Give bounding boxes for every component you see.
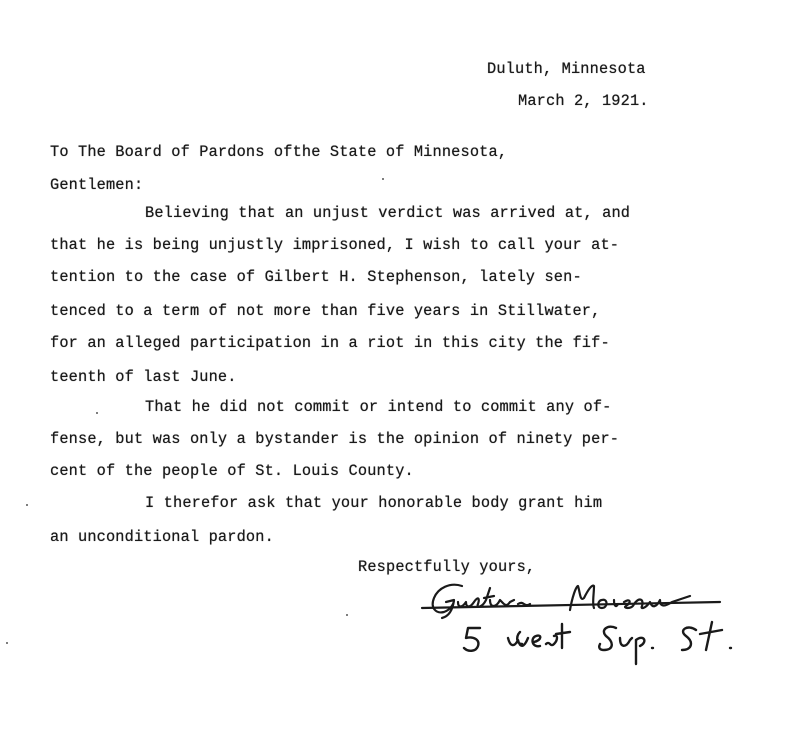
handwritten-address (450, 618, 780, 668)
letter-closing: Respectfully yours, (358, 558, 536, 576)
body-line: Believing that an unjust verdict was arrived at, and (145, 204, 631, 222)
body-line: for an alleged participation in a riot in this city the fif- (50, 334, 610, 352)
body-line: teenth of last June. (50, 368, 237, 386)
body-line: tenced to a term of not more than five years in Stillwater, (50, 302, 601, 320)
body-line: an unconditional pardon. (50, 528, 274, 546)
scan-speck (346, 614, 348, 616)
letter-salutation: Gentlemen: (50, 176, 144, 194)
scan-speck (96, 412, 98, 414)
scan-speck (26, 504, 28, 506)
scan-speck (382, 178, 384, 180)
scan-speck (6, 642, 8, 644)
body-line: that he is being unjustly imprisoned, I wish to call your at- (50, 236, 620, 254)
letter-addressee: To The Board of Pardons ofthe State of Minnesota, (50, 143, 508, 161)
letter-date: March 2, 1921. (518, 92, 649, 110)
body-line: That he did not commit or intend to commit any of- (145, 398, 612, 416)
body-line: I therefor ask that your honorable body grant him (145, 494, 603, 512)
body-line: cent of the people of St. Louis County. (50, 462, 414, 480)
body-line: tention to the case of Gilbert H. Stephenson, lately sen- (50, 268, 582, 286)
letter-place: Duluth, Minnesota (487, 60, 646, 78)
body-line: fense, but was only a bystander is the opinion of ninety per- (50, 430, 620, 448)
